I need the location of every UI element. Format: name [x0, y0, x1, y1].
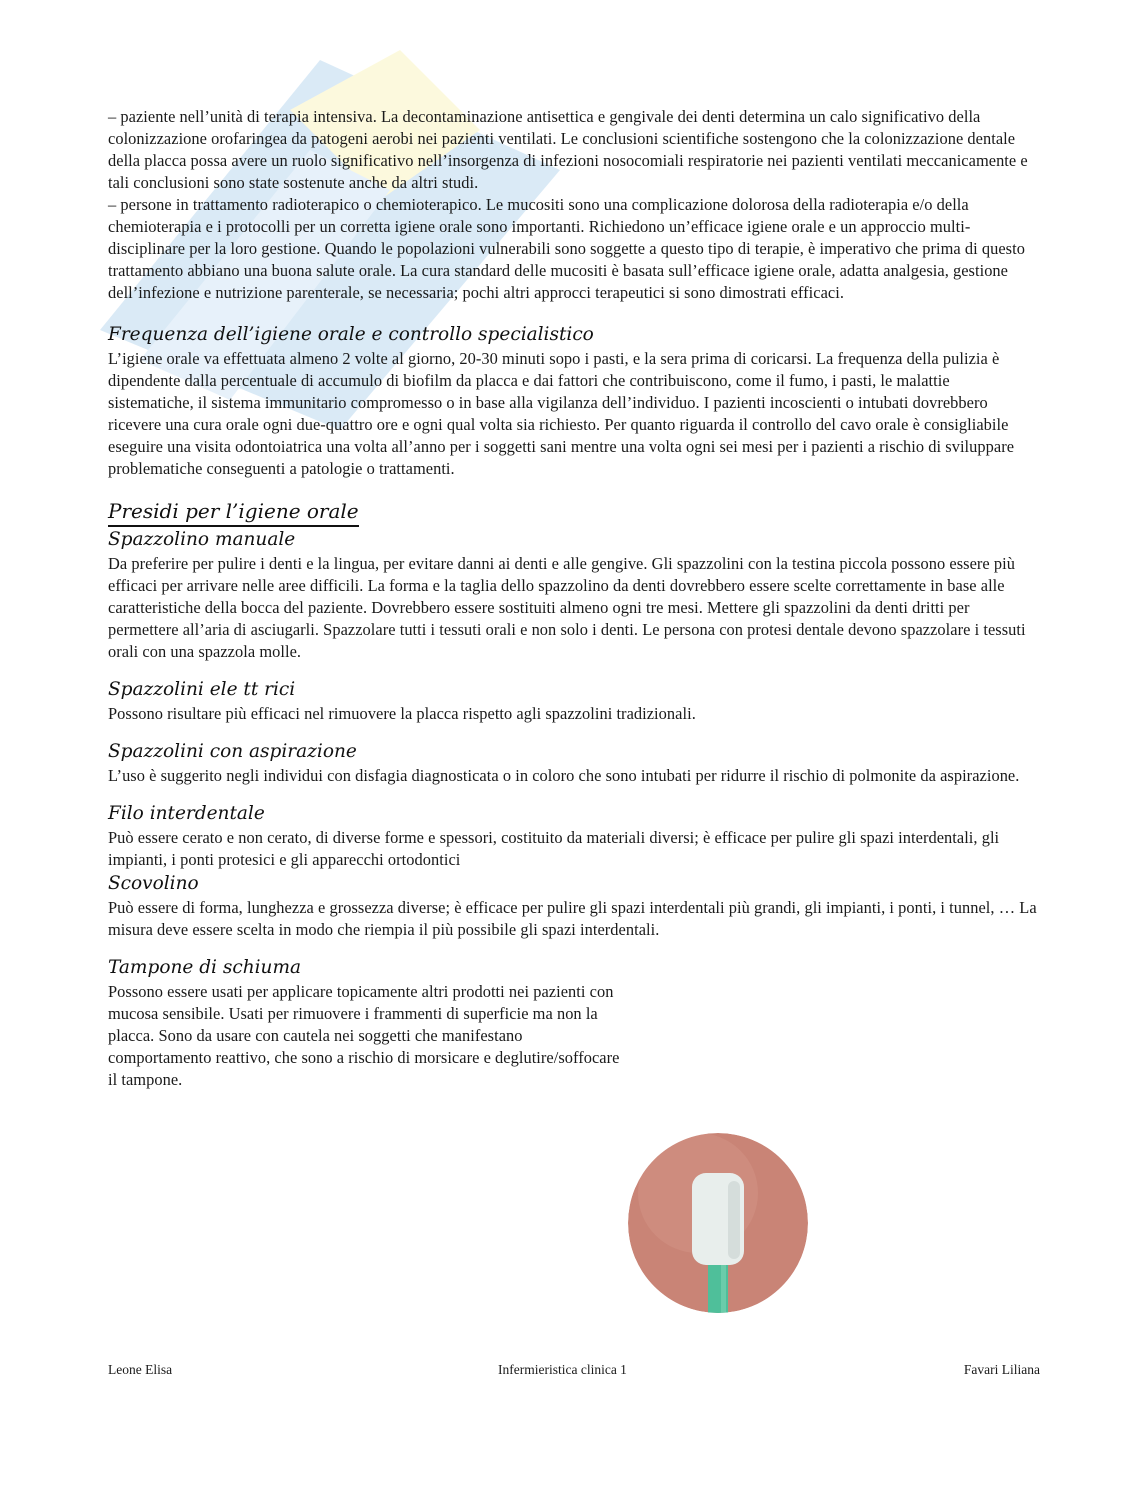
- paragraph-spazzolini-elettrici: Possono risultare più efficaci nel rimuovere la placca rispetto agli spazzolini tradizionali.: [108, 704, 696, 723]
- heading-spazzolino-manuale: Spazzolino manuale: [108, 529, 296, 550]
- paragraph-spazzolino-manuale: Da preferire per pulire i denti e la lingua, per evitare danni ai denti e alle gengive. Gli spazzolini con la testina piccola possono essere più efficaci per arrivare nelle aree difficili. La forma e la taglia dello spazzolino da denti dovrebbero essere scelte correttamente in base alle caratteristiche della bocca del paziente. Dovrebbero essere sostituiti almeno ogni tre mesi. Mettere gli spazzolini da denti dritti per permettere all’aria di asciugarli. Spazzolare tutti i tessuti orali e non solo i denti. Le persona con protesi dentale devono spazzolare i tessuti orali con una spazzola molle.: [108, 554, 1026, 661]
- page-footer: [108, 1362, 1040, 1378]
- paragraph-filo-interdentale: Può essere cerato e non cerato, di diverse forme e spessori, costituito da materiali diversi; è efficace per pulire gli spazi interdentali, gli impianti, i ponti protesici e gli apparecchi ortodontici: [108, 828, 1000, 869]
- footer-teacher: Favari Liliana: [963, 1362, 1040, 1377]
- paragraph-scovolino: Può essere di forma, lunghezza e grossezza diverse; è efficace per pulire gli spazi interdentali più grandi, gli impianti, i ponti, i tunnel, … La misura deve essere scelta in modo che riempia il più possibile gli spazi interdentali.: [108, 898, 1037, 939]
- paragraph-icu: – paziente nell’unità di terapia intensiva. La decontaminazione antisettica e gengivale dei denti determina un calo significativo della colonizzazione orofaringea da patogeni aerobi nei pazienti ventilati. Le conclusioni scientifiche sostengono che la colonizzazione dentale della placca possa avere un ruolo significativo nell’insorgenza di infezioni nosocomiali respiratorie nei pazienti ventilati meccanicamente e tali conclusioni sono state sostenute anche da altri studi.: [108, 107, 1028, 192]
- heading-scovolino: Scovolino: [108, 873, 199, 894]
- footer-author: Leone Elisa: [108, 1362, 173, 1377]
- paragraph-tampone: Possono essere usati per applicare topicamente altri prodotti nei pazienti con mucosa sensibile. Usati per rimuovere i frammenti di superficie ma non la placca. Sono da usare con cautela nei soggetti che manifestano comportamento reattivo, che sono a rischio di morsicare e deglutire/soffocare il tampone.: [108, 982, 620, 1089]
- paragraph-spazzolini-aspirazione: L’uso è suggerito negli individui con disfagia diagnosticata o in coloro che sono intubati per ridurre il rischio di polmonite da aspirazione.: [108, 766, 1020, 785]
- heading-filo-interdentale: Filo interdentale: [108, 803, 265, 824]
- paragraph-frequenza: L’igiene orale va effettuata almeno 2 volte al giorno, 20-30 minuti sopo i pasti, e la sera prima di coricarsi. La frequenza della pulizia è dipendente dalla percentuale di accumulo di biofilm da placca e dai fattori che contribuiscono, come il fumo, i pasti, le malattie sistematiche, il sistema immunitario compromesso o in base alla vigilanza dell’individuo. I pazienti incoscienti o intubati dovrebbero ricevere una cura orale ogni due-quattro ore e ogni qual volta sia richiesto. Per quanto riguarda il controllo del cavo orale è consigliabile eseguire una visita odontoiatrica una volta all’anno per i soggetti sani mentre una volta ogni sei mesi per i pazienti a rischio di sviluppare problematiche conseguenti a patologie o trattamenti.: [108, 349, 1015, 478]
- heading-spazzolini-elettrici: Spazzolini ele tt rici: [108, 679, 296, 700]
- footer-course: Infermieristica clinica 1: [498, 1362, 627, 1377]
- paragraph-radio: – persone in trattamento radioterapico o chemioterapico. Le mucositi sono una complicazione dolorosa della radioterapia e/o della chemioterapia e i protocolli per un corretta igiene orale sono importanti. Richiedono un’efficace igiene orale e un approccio multi-disciplinare per la loro gestione. Quando le popolazioni vulnerabili sono soggette a questo tipo di terapie, è imperativo che prima di questo trattamento abbiano una buona salute orale. La cura standard delle mucositi è basata sull’efficace igiene orale, adatta analgesia, gestione dell’infezione e nutrizione parenterale, se necessaria; pochi altri approcci terapeutici si sono dimostrati efficaci.: [108, 195, 1025, 302]
- heading-tampone: Tampone di schiuma: [108, 957, 302, 978]
- heading-presidi: Presidi per l’igiene orale: [108, 498, 359, 527]
- heading-spazzolini-aspirazione: Spazzolini con aspirazione: [108, 741, 357, 762]
- foam-swab-image: [628, 1133, 808, 1313]
- heading-frequenza: Frequenza dell’igiene orale e controllo specialistico: [108, 324, 594, 345]
